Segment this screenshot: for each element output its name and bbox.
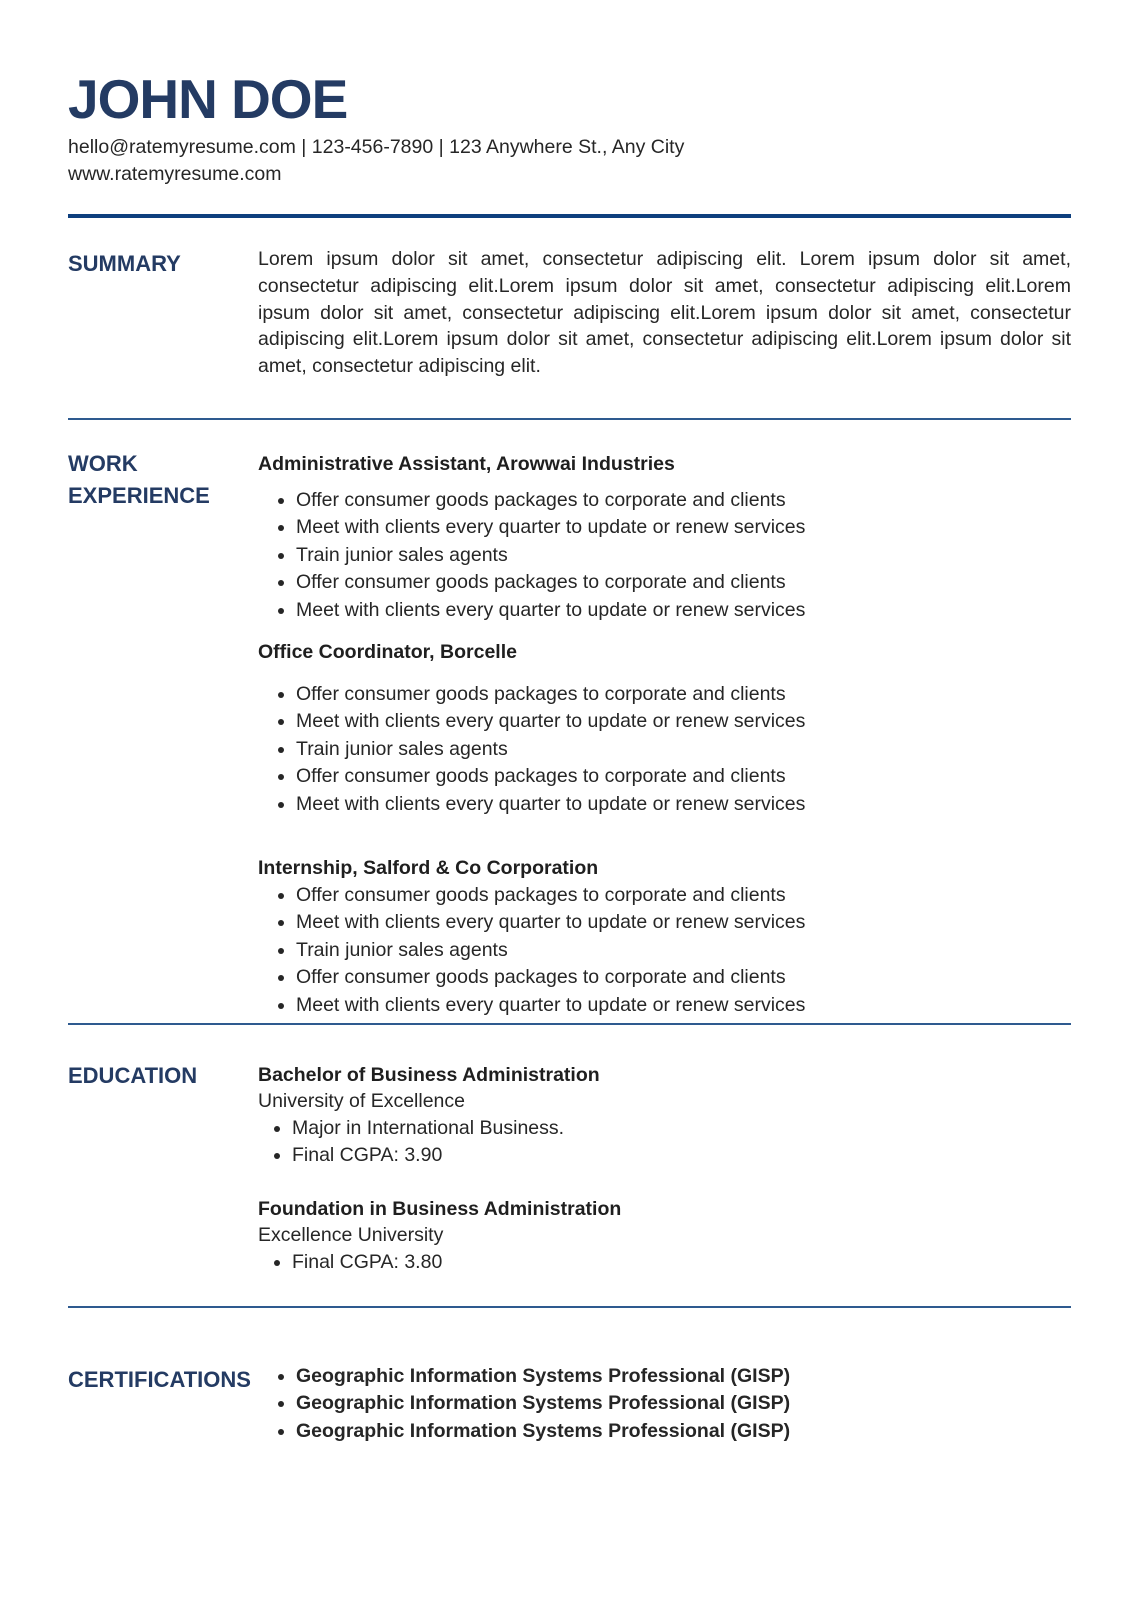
job-entry xyxy=(258,451,1071,624)
job-bullets xyxy=(258,882,1071,1019)
job-bullets xyxy=(258,681,1071,818)
email: hello@ratemyresume.com xyxy=(68,136,296,158)
list-item: • Offer consumer goods packages to corporate and clients xyxy=(296,763,1071,790)
list-item: • Train junior sales agents xyxy=(296,736,1071,763)
school-name: University of Excellence xyxy=(258,1090,465,1112)
work-heading-line2: EXPERIENCE xyxy=(68,483,210,508)
certifications-heading: CERTIFICATIONS xyxy=(68,1367,251,1392)
education-entry xyxy=(258,1062,1071,1170)
list-item: • Meet with clients every quarter to update or renew services xyxy=(296,791,1071,818)
job-title: Administrative Assistant, Arowwai Industries xyxy=(258,453,675,475)
list-item: • Final CGPA: 3.90 xyxy=(292,1142,1071,1169)
list-item: • Meet with clients every quarter to update or renew services xyxy=(296,597,1071,624)
education-heading: EDUCATION xyxy=(68,1063,198,1088)
list-item: • Train junior sales agents xyxy=(296,542,1071,569)
section-divider xyxy=(68,1023,1071,1025)
list-item: • Major in International Business. xyxy=(292,1115,1071,1142)
separator: | xyxy=(433,136,450,158)
certification-item: • Geographic Information Systems Professional (GISP) xyxy=(296,1363,1071,1390)
list-item: • Meet with clients every quarter to update or renew services xyxy=(296,514,1071,541)
list-item: • Offer consumer goods packages to corporate and clients xyxy=(296,569,1071,596)
list-item: • Meet with clients every quarter to update or renew services xyxy=(296,708,1071,735)
summary-heading: SUMMARY xyxy=(68,251,181,276)
education-entry xyxy=(258,1196,1071,1276)
summary-text: Lorem ipsum dolor sit amet, consectetur adipiscing elit. Lorem ipsum dolor sit amet, consectetur adipiscing elit.Lorem ipsum dolor sit amet, consectetur adipiscing elit.Lorem ipsum dolor sit amet, consectetur adipiscing elit.Lorem ipsum dolor sit amet, consectetur adipiscing elit.Lorem ipsum dolor sit amet, consectetur adipiscing elit.Lorem ipsum dolor sit amet, consectetur adipiscing elit. xyxy=(258,248,1071,378)
contact-info xyxy=(68,134,684,188)
job-title: Office Coordinator, Borcelle xyxy=(258,641,517,663)
certification-item: • Geographic Information Systems Professional (GISP) xyxy=(296,1390,1071,1417)
list-item: • Offer consumer goods packages to corporate and clients xyxy=(296,882,1071,909)
list-item: • Offer consumer goods packages to corporate and clients xyxy=(296,487,1071,514)
section-divider xyxy=(68,1306,1071,1308)
certification-item: • Geographic Information Systems Professional (GISP) xyxy=(296,1418,1071,1445)
school-name: Excellence University xyxy=(258,1224,444,1246)
separator: | xyxy=(295,136,312,158)
education-bullets xyxy=(258,1249,1071,1276)
degree-title: Foundation in Business Administration xyxy=(258,1198,622,1220)
section-divider xyxy=(68,418,1071,420)
certifications-list xyxy=(258,1363,1071,1445)
work-experience-heading xyxy=(68,448,210,512)
list-item: • Offer consumer goods packages to corporate and clients xyxy=(296,964,1071,991)
header-divider xyxy=(68,214,1071,218)
list-item: • Meet with clients every quarter to update or renew services xyxy=(296,909,1071,936)
list-item: • Final CGPA: 3.80 xyxy=(292,1249,1071,1276)
list-item: • Train junior sales agents xyxy=(296,937,1071,964)
contact-line-1 xyxy=(68,134,684,161)
address: 123 Anywhere St., Any City xyxy=(449,136,685,158)
candidate-name: JOHN DOE xyxy=(68,68,348,130)
certifications-list-wrapper xyxy=(258,1363,1071,1445)
website: www.ratemyresume.com xyxy=(68,163,282,185)
job-title: Internship, Salford & Co Corporation xyxy=(258,857,599,879)
list-item: • Meet with clients every quarter to update or renew services xyxy=(296,992,1071,1019)
list-item: • Offer consumer goods packages to corporate and clients xyxy=(296,681,1071,708)
work-heading-line1: WORK xyxy=(68,451,138,476)
phone: 123-456-7890 xyxy=(311,136,434,158)
education-bullets xyxy=(258,1115,1071,1170)
job-entry xyxy=(258,855,1071,1019)
degree-title: Bachelor of Business Administration xyxy=(258,1064,600,1086)
job-entry xyxy=(258,639,1071,818)
job-bullets xyxy=(258,487,1071,624)
